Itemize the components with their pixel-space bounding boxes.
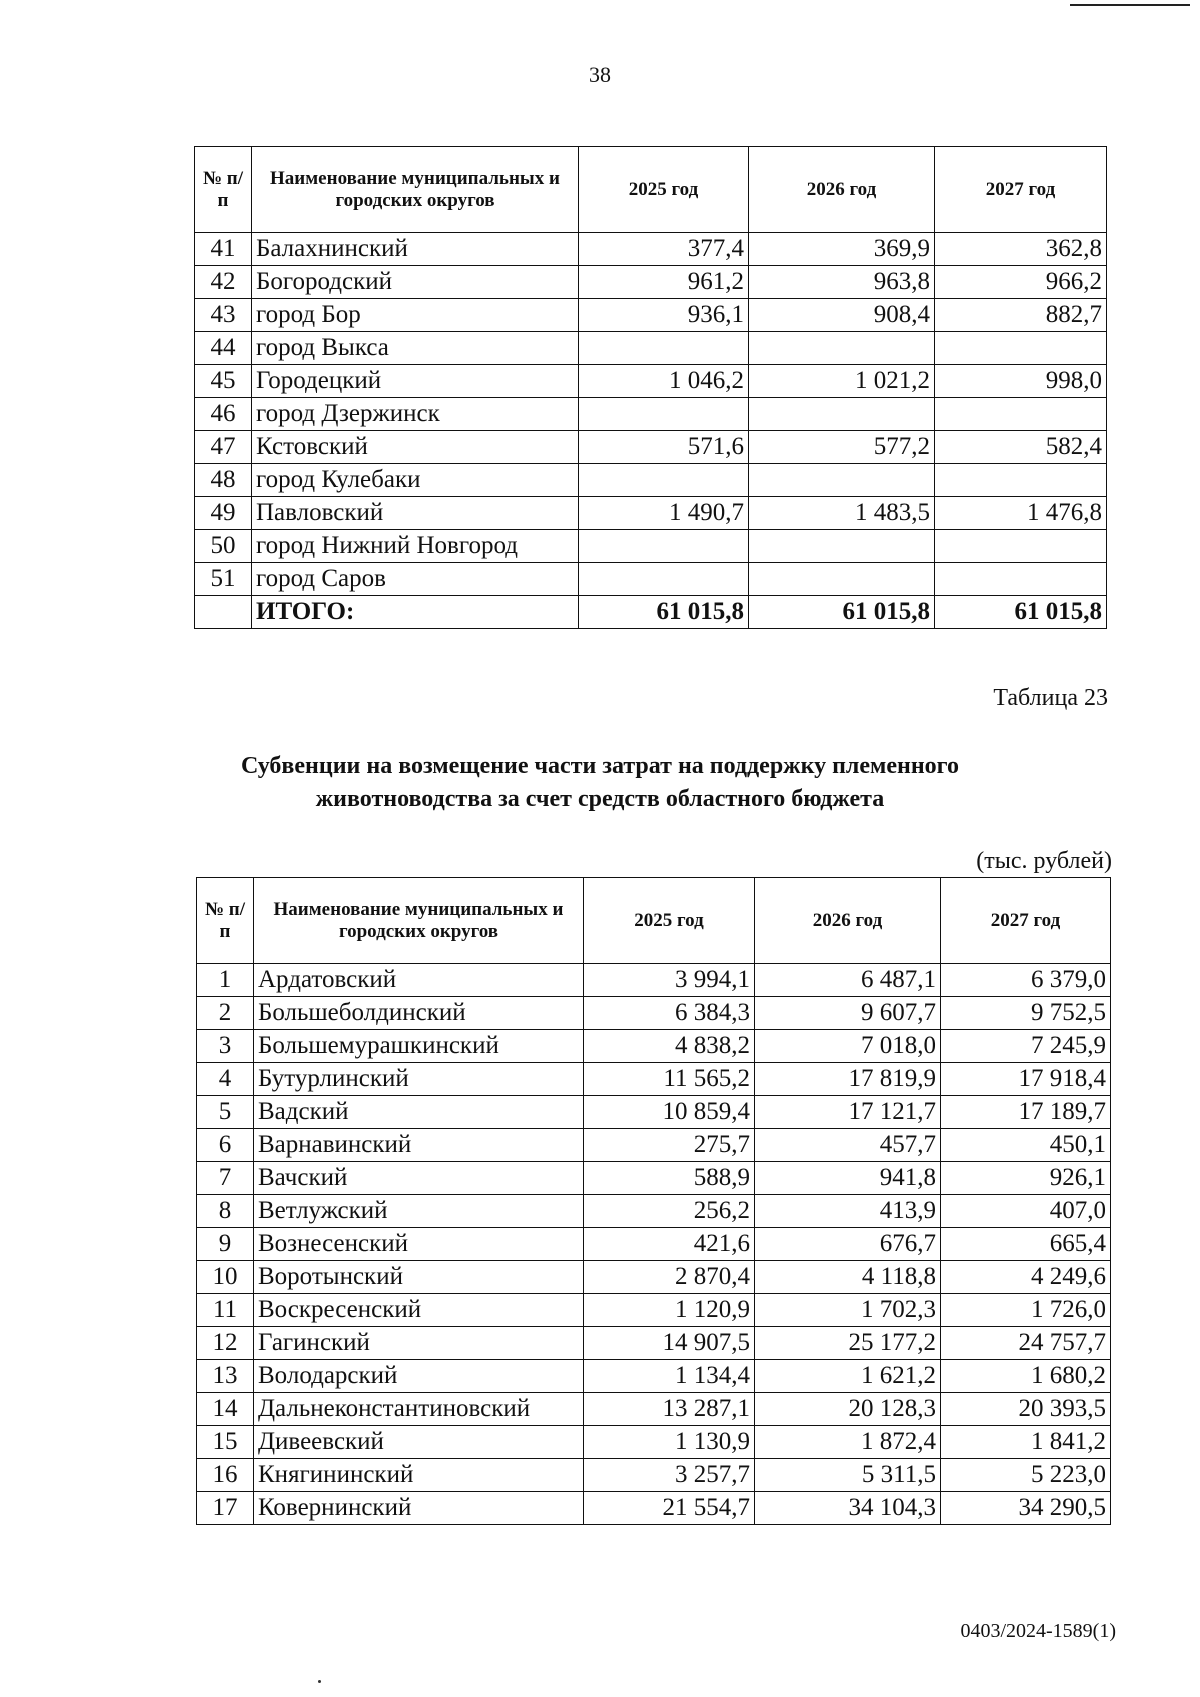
- cell-2025: 571,6: [579, 431, 749, 464]
- cell-number: 6: [197, 1129, 254, 1162]
- table-row: [197, 1492, 1111, 1525]
- cell-2027: 1 726,0: [941, 1294, 1111, 1327]
- cell-name: Воскресенский: [254, 1294, 584, 1327]
- cell-2025: 14 907,5: [584, 1327, 755, 1360]
- cell-number: 45: [195, 365, 252, 398]
- table-continuation: [194, 146, 1107, 629]
- header-2025: 2025 год: [579, 147, 749, 233]
- cell-2027: 882,7: [935, 299, 1107, 332]
- table-row: [197, 1294, 1111, 1327]
- cell-name: Воротынский: [254, 1261, 584, 1294]
- cell-2025: 21 554,7: [584, 1492, 755, 1525]
- cell-name: Городецкий: [252, 365, 579, 398]
- cell-number: 3: [197, 1030, 254, 1063]
- cell-2026: 25 177,2: [755, 1327, 941, 1360]
- cell-name: город Выкса: [252, 332, 579, 365]
- cell-2027: 24 757,7: [941, 1327, 1111, 1360]
- cell-number: 8: [197, 1195, 254, 1228]
- table-row: [197, 1459, 1111, 1492]
- cell-2027: 5 223,0: [941, 1459, 1111, 1492]
- cell-name: Бутурлинский: [254, 1063, 584, 1096]
- header-2026: 2026 год: [749, 147, 935, 233]
- cell-2027: 362,8: [935, 233, 1107, 266]
- header-2027: 2027 год: [941, 878, 1111, 964]
- header-name: Наименование муниципальных и городских округов: [252, 147, 579, 233]
- header-number: № п/п: [195, 147, 252, 233]
- cell-number: 14: [197, 1393, 254, 1426]
- cell-2027: 20 393,5: [941, 1393, 1111, 1426]
- cell-name: Ковернинский: [254, 1492, 584, 1525]
- cell-2026: 676,7: [755, 1228, 941, 1261]
- cell-2025: 4 838,2: [584, 1030, 755, 1063]
- cell-number: 49: [195, 497, 252, 530]
- cell-2026: 369,9: [749, 233, 935, 266]
- cell-name: город Дзержинск: [252, 398, 579, 431]
- page-number: 38: [589, 62, 611, 87]
- corner-rule: [1070, 4, 1190, 6]
- table-row: [197, 1063, 1111, 1096]
- cell-number: 7: [197, 1162, 254, 1195]
- cell-name: Вадский: [254, 1096, 584, 1129]
- cell-2027: 450,1: [941, 1129, 1111, 1162]
- table-row: [197, 997, 1111, 1030]
- header-2025: 2025 год: [584, 878, 755, 964]
- table-row: [195, 497, 1107, 530]
- cell-2026: [749, 530, 935, 563]
- cell-2025: 1 046,2: [579, 365, 749, 398]
- cell-2027: [935, 398, 1107, 431]
- cell-2026: 413,9: [755, 1195, 941, 1228]
- table-body: [197, 964, 1111, 1525]
- cell-2026: 577,2: [749, 431, 935, 464]
- cell-2025: [579, 398, 749, 431]
- cell-number: 12: [197, 1327, 254, 1360]
- cell-number: 46: [195, 398, 252, 431]
- cell-2025: [579, 563, 749, 596]
- cell-2026: 6 487,1: [755, 964, 941, 997]
- cell-2025: 11 565,2: [584, 1063, 755, 1096]
- cell-2026: [749, 398, 935, 431]
- cell-name: Ветлужский: [254, 1195, 584, 1228]
- cell-2027: 582,4: [935, 431, 1107, 464]
- table-row: [195, 398, 1107, 431]
- cell-2025: 1 490,7: [579, 497, 749, 530]
- total-cell-2026: 61 015,8: [749, 596, 935, 629]
- cell-2027: 34 290,5: [941, 1492, 1111, 1525]
- cell-2026: 20 128,3: [755, 1393, 941, 1426]
- cell-2026: 17 819,9: [755, 1063, 941, 1096]
- cell-2025: 961,2: [579, 266, 749, 299]
- cell-number: 16: [197, 1459, 254, 1492]
- total-cell-name: ИТОГО:: [252, 596, 579, 629]
- table-row: [197, 1228, 1111, 1261]
- cell-2025: 936,1: [579, 299, 749, 332]
- cell-2025: 3 994,1: [584, 964, 755, 997]
- table-row: [197, 1195, 1111, 1228]
- cell-name: Дивеевский: [254, 1426, 584, 1459]
- total-cell-number: [195, 596, 252, 629]
- table-row: [195, 563, 1107, 596]
- table-row: [197, 1096, 1111, 1129]
- cell-2025: 421,6: [584, 1228, 755, 1261]
- cell-2027: 926,1: [941, 1162, 1111, 1195]
- table-row: [197, 964, 1111, 997]
- table-row: [195, 464, 1107, 497]
- cell-number: 44: [195, 332, 252, 365]
- cell-name: город Нижний Новгород: [252, 530, 579, 563]
- cell-2027: 4 249,6: [941, 1261, 1111, 1294]
- table-caption: Таблица 23: [993, 685, 1108, 711]
- table-row: [197, 1030, 1111, 1063]
- total-cell-2027: 61 015,8: [935, 596, 1107, 629]
- cell-name: Богородский: [252, 266, 579, 299]
- cell-2025: 13 287,1: [584, 1393, 755, 1426]
- cell-number: 11: [197, 1294, 254, 1327]
- document-code: 0403/2024-1589(1): [960, 1620, 1116, 1642]
- cell-name: Княгининский: [254, 1459, 584, 1492]
- cell-name: город Кулебаки: [252, 464, 579, 497]
- cell-2027: 17 189,7: [941, 1096, 1111, 1129]
- cell-2027: 1 680,2: [941, 1360, 1111, 1393]
- cell-number: 17: [197, 1492, 254, 1525]
- total-cell-2025: 61 015,8: [579, 596, 749, 629]
- cell-2025: 1 130,9: [584, 1426, 755, 1459]
- table-row: [195, 431, 1107, 464]
- cell-2026: 7 018,0: [755, 1030, 941, 1063]
- cell-number: 41: [195, 233, 252, 266]
- cell-2027: 1 476,8: [935, 497, 1107, 530]
- table-row: [197, 1129, 1111, 1162]
- cell-2026: 1 021,2: [749, 365, 935, 398]
- table-row: [197, 1360, 1111, 1393]
- cell-name: Балахнинский: [252, 233, 579, 266]
- cell-2027: 407,0: [941, 1195, 1111, 1228]
- cell-2027: 7 245,9: [941, 1030, 1111, 1063]
- scan-dot: [318, 1680, 321, 1683]
- cell-2025: 1 120,9: [584, 1294, 755, 1327]
- table-row: [195, 332, 1107, 365]
- cell-number: 4: [197, 1063, 254, 1096]
- cell-2026: [749, 332, 935, 365]
- cell-2026: 908,4: [749, 299, 935, 332]
- cell-name: город Саров: [252, 563, 579, 596]
- cell-2026: 1 621,2: [755, 1360, 941, 1393]
- cell-name: Вачский: [254, 1162, 584, 1195]
- table-row: [195, 299, 1107, 332]
- table-row: [195, 530, 1107, 563]
- cell-2027: [935, 530, 1107, 563]
- cell-name: Большеболдинский: [254, 997, 584, 1030]
- cell-2026: [749, 464, 935, 497]
- total-row: [195, 596, 1107, 629]
- cell-2027: 17 918,4: [941, 1063, 1111, 1096]
- cell-name: Гагинский: [254, 1327, 584, 1360]
- cell-name: Володарский: [254, 1360, 584, 1393]
- cell-2027: [935, 332, 1107, 365]
- header-name: Наименование муниципальных и городских округов: [254, 878, 584, 964]
- cell-number: 9: [197, 1228, 254, 1261]
- cell-name: Ардатовский: [254, 964, 584, 997]
- cell-2025: 275,7: [584, 1129, 755, 1162]
- cell-name: Вознесенский: [254, 1228, 584, 1261]
- cell-number: 13: [197, 1360, 254, 1393]
- cell-name: Кстовский: [252, 431, 579, 464]
- cell-2027: 1 841,2: [941, 1426, 1111, 1459]
- table-body: [195, 233, 1107, 629]
- cell-2025: 2 870,4: [584, 1261, 755, 1294]
- cell-number: 47: [195, 431, 252, 464]
- table-row: [197, 1393, 1111, 1426]
- title-line-1: Субвенции на возмещение части затрат на поддержку племенного: [241, 753, 959, 779]
- cell-number: 15: [197, 1426, 254, 1459]
- cell-number: 1: [197, 964, 254, 997]
- cell-2027: 6 379,0: [941, 964, 1111, 997]
- cell-2025: 377,4: [579, 233, 749, 266]
- cell-name: Варнавинский: [254, 1129, 584, 1162]
- cell-2026: 963,8: [749, 266, 935, 299]
- cell-number: 2: [197, 997, 254, 1030]
- cell-2025: 1 134,4: [584, 1360, 755, 1393]
- units-label: (тыс. рублей): [976, 848, 1112, 874]
- cell-2026: [749, 563, 935, 596]
- cell-2026: 9 607,7: [755, 997, 941, 1030]
- table-title: [0, 750, 1200, 816]
- cell-2026: 941,8: [755, 1162, 941, 1195]
- cell-2027: 966,2: [935, 266, 1107, 299]
- table-row: [197, 1162, 1111, 1195]
- cell-2026: 34 104,3: [755, 1492, 941, 1525]
- cell-2025: [579, 332, 749, 365]
- cell-2025: 256,2: [584, 1195, 755, 1228]
- table-row: [197, 1261, 1111, 1294]
- cell-2027: [935, 464, 1107, 497]
- cell-2025: 3 257,7: [584, 1459, 755, 1492]
- table-row: [197, 1426, 1111, 1459]
- cell-name: Большемурашкинский: [254, 1030, 584, 1063]
- cell-number: 10: [197, 1261, 254, 1294]
- table-row: [195, 233, 1107, 266]
- header-number: № п/п: [197, 878, 254, 964]
- cell-2027: 998,0: [935, 365, 1107, 398]
- title-line-2: животноводства за счет средств областного бюджета: [315, 786, 885, 812]
- cell-number: 5: [197, 1096, 254, 1129]
- cell-2026: 17 121,7: [755, 1096, 941, 1129]
- cell-2025: [579, 530, 749, 563]
- table-row: [195, 266, 1107, 299]
- cell-2026: 1 483,5: [749, 497, 935, 530]
- cell-2026: 5 311,5: [755, 1459, 941, 1492]
- cell-name: Павловский: [252, 497, 579, 530]
- cell-name: Дальнеконстантиновский: [254, 1393, 584, 1426]
- cell-2026: 1 702,3: [755, 1294, 941, 1327]
- table-row: [195, 365, 1107, 398]
- cell-2026: 4 118,8: [755, 1261, 941, 1294]
- cell-number: 48: [195, 464, 252, 497]
- cell-number: 51: [195, 563, 252, 596]
- cell-number: 43: [195, 299, 252, 332]
- table-row: [197, 1327, 1111, 1360]
- cell-number: 42: [195, 266, 252, 299]
- cell-2026: 457,7: [755, 1129, 941, 1162]
- cell-2025: 588,9: [584, 1162, 755, 1195]
- header-2026: 2026 год: [755, 878, 941, 964]
- cell-2027: 9 752,5: [941, 997, 1111, 1030]
- cell-name: город Бор: [252, 299, 579, 332]
- table-subventions: [196, 877, 1111, 1525]
- cell-2026: 1 872,4: [755, 1426, 941, 1459]
- cell-number: 50: [195, 530, 252, 563]
- cell-2027: 665,4: [941, 1228, 1111, 1261]
- cell-2025: 10 859,4: [584, 1096, 755, 1129]
- cell-2025: 6 384,3: [584, 997, 755, 1030]
- cell-2025: [579, 464, 749, 497]
- header-2027: 2027 год: [935, 147, 1107, 233]
- cell-2027: [935, 563, 1107, 596]
